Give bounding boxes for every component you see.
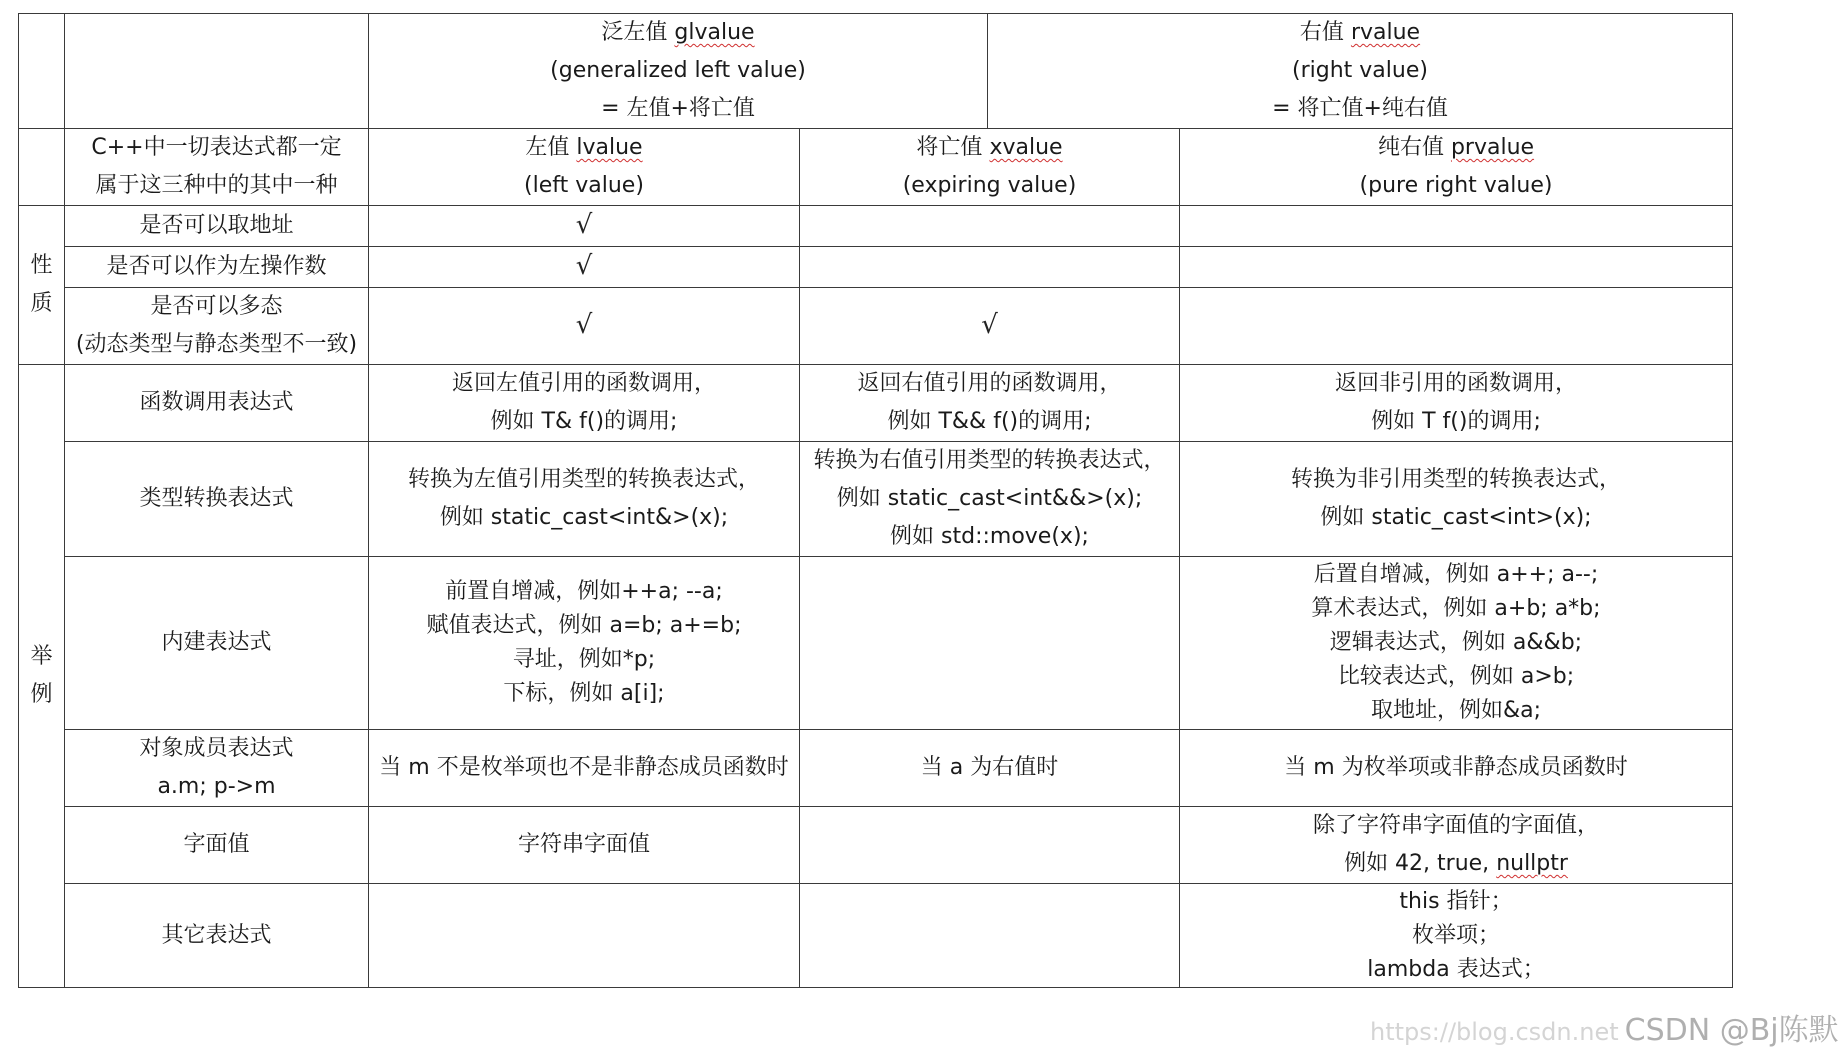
cell-line: 例如 T f()的调用; — [1371, 409, 1541, 434]
examples-group-label-1: 举 — [30, 644, 53, 669]
cell-line: 逻辑表达式，例如 a&&b; — [1329, 630, 1583, 655]
nullptr-word: nullptr — [1496, 851, 1568, 876]
xvalue-other-cell — [800, 884, 1180, 988]
properties-group-label-2: 质 — [30, 291, 53, 316]
prvalue-polymorphic-cell — [1180, 288, 1733, 365]
example-label-member-line2: a.m; p->m — [157, 774, 276, 799]
glvalue-formula: = 左值+将亡值 — [601, 96, 755, 121]
rvalue-title-en: rvalue — [1350, 20, 1421, 45]
cell-line: 下标，例如 a[i]; — [503, 681, 665, 706]
prvalue-member-cell: 当 m 为枚举项或非静态成员函数时 — [1180, 730, 1733, 807]
check-mark-icon: √ — [575, 210, 593, 240]
cell-line: 例如 42, true, — [1344, 851, 1497, 876]
example-label-literal: 字面值 — [65, 807, 369, 884]
xvalue-builtin-cell — [800, 557, 1180, 730]
this-word: this — [1399, 888, 1440, 914]
cell-line: 例如 static_cast<int>(x); — [1320, 505, 1592, 530]
prvalue-other-cell — [1180, 884, 1733, 988]
glvalue-header — [369, 14, 988, 129]
lvalue-title-cn: 左值 — [525, 135, 570, 160]
lvalue-member-cell: 当 m 不是枚举项也不是非静态成员函数时 — [369, 730, 800, 807]
lvalue-cast-cell — [369, 442, 800, 557]
category-intro-line2: 属于这三种中的其中一种 — [95, 173, 338, 198]
prvalue-builtin-cell — [1180, 557, 1733, 730]
prvalue-header — [1180, 129, 1733, 206]
glvalue-title-en: glvalue — [674, 20, 755, 45]
xvalue-left-operand-cell — [800, 247, 1180, 288]
cell-line: 例如 static_cast<int&&>(x); — [836, 486, 1143, 511]
header-corner-cell — [19, 14, 65, 129]
property-label-left-operand: 是否可以作为左操作数 — [65, 247, 369, 288]
prvalue-literal-cell — [1180, 807, 1733, 884]
cell-line: 取地址，例如&a; — [1370, 698, 1542, 723]
property-label-polymorphic — [65, 288, 369, 365]
lvalue-addressable-cell — [369, 206, 800, 247]
cell-line: 转换为非引用类型的转换表达式， — [1290, 467, 1621, 492]
cell-line: 枚举项； — [1411, 922, 1500, 948]
property-label-polymorphic-line2: (动态类型与静态类型不一致) — [75, 332, 358, 357]
property-label-polymorphic-line1: 是否可以多态 — [150, 294, 283, 319]
prvalue-left-operand-cell — [1180, 247, 1733, 288]
example-row-builtin — [19, 557, 1733, 730]
cell-line: 转换为左值引用类型的转换表达式， — [407, 467, 760, 492]
rvalue-full-name: (right value) — [1292, 58, 1428, 83]
header-blank-cell — [65, 14, 369, 129]
prvalue-title-en: prvalue — [1450, 135, 1535, 160]
cell-line: 例如 T& f()的调用; — [490, 409, 678, 434]
cell-line: 除了字符串字面值的字面值， — [1312, 813, 1599, 838]
cell-line: 后置自增减，例如 a++; a--; — [1313, 562, 1599, 587]
category-intro-line1: C++中一切表达式都一定 — [91, 135, 342, 160]
example-row-literal — [19, 807, 1733, 884]
xvalue-function-call-cell — [800, 365, 1180, 442]
xvalue-cast-cell — [800, 442, 1180, 557]
example-label-builtin: 内建表达式 — [65, 557, 369, 730]
cell-line: 例如 static_cast<int&>(x); — [439, 505, 729, 530]
property-row-polymorphic — [19, 288, 1733, 365]
example-row-member — [19, 730, 1733, 807]
example-label-cast: 类型转换表达式 — [65, 442, 369, 557]
prvalue-cast-cell — [1180, 442, 1733, 557]
check-mark-icon: √ — [575, 251, 593, 281]
xvalue-header — [800, 129, 1180, 206]
example-row-function-call — [19, 365, 1733, 442]
lvalue-literal-cell: 字符串字面值 — [369, 807, 800, 884]
category-row — [19, 129, 1733, 206]
glvalue-title-cn: 泛左值 — [601, 20, 668, 45]
lvalue-header — [369, 129, 800, 206]
xvalue-literal-cell — [800, 807, 1180, 884]
cell-line: 寻址，例如*p; — [512, 647, 656, 672]
watermark — [1370, 1005, 1839, 1049]
cell-line: 返回非引用的函数调用， — [1334, 371, 1577, 396]
example-row-other — [19, 884, 1733, 988]
glvalue-full-name: (generalized left value) — [550, 58, 806, 83]
rvalue-title-cn: 右值 — [1299, 20, 1344, 45]
prvalue-full-name: (pure right value) — [1359, 173, 1553, 198]
xvalue-full-name: (expiring value) — [902, 173, 1077, 198]
lvalue-title-en: lvalue — [576, 135, 643, 160]
cell-line: 赋值表达式，例如 a=b; a+=b; — [426, 613, 742, 638]
xvalue-member-cell: 当 a 为右值时 — [800, 730, 1180, 807]
lvalue-polymorphic-cell — [369, 288, 800, 365]
cell-line: 比较表达式，例如 a>b; — [1337, 664, 1575, 689]
rvalue-header — [988, 14, 1733, 129]
example-label-other: 其它表达式 — [65, 884, 369, 988]
cell-line: 返回右值引用的函数调用， — [857, 371, 1122, 396]
watermark-url: https://blog.csdn.net — [1370, 1018, 1619, 1046]
xvalue-addressable-cell — [800, 206, 1180, 247]
cell-line: 指针； — [1439, 888, 1513, 914]
lvalue-other-cell — [369, 884, 800, 988]
property-label-addressable: 是否可以取地址 — [65, 206, 369, 247]
properties-group-label-1: 性 — [30, 253, 53, 278]
examples-group-label-2: 例 — [30, 682, 53, 707]
example-label-member-line1: 对象成员表达式 — [139, 736, 294, 761]
lvalue-left-operand-cell — [369, 247, 800, 288]
check-mark-icon: √ — [981, 310, 998, 340]
watermark-handle: CSDN @Bj陈默 — [1624, 1013, 1839, 1048]
cell-line: lambda 表达式； — [1367, 956, 1545, 982]
cell-line: 前置自增减，例如++a; --a; — [445, 579, 723, 604]
property-row-addressable — [19, 206, 1733, 247]
example-label-function-call: 函数调用表达式 — [65, 365, 369, 442]
xvalue-polymorphic-cell — [800, 288, 1180, 365]
lvalue-function-call-cell — [369, 365, 800, 442]
cell-line: 例如 T&& f()的调用; — [887, 409, 1092, 434]
prvalue-title-cn: 纯右值 — [1377, 135, 1444, 160]
category-corner-cell — [19, 129, 65, 206]
lvalue-builtin-cell — [369, 557, 800, 730]
property-row-left-operand — [19, 247, 1733, 288]
prvalue-function-call-cell — [1180, 365, 1733, 442]
cell-line: 转换为右值引用类型的转换表达式， — [813, 448, 1166, 473]
check-mark-icon: √ — [575, 310, 593, 340]
lvalue-full-name: (left value) — [524, 173, 644, 198]
xvalue-title-cn: 将亡值 — [916, 135, 983, 160]
header-row — [19, 14, 1733, 129]
category-intro — [65, 129, 369, 206]
example-row-cast — [19, 442, 1733, 557]
example-label-member — [65, 730, 369, 807]
cell-line: 返回左值引用的函数调用， — [451, 371, 716, 396]
properties-group-label — [19, 206, 65, 365]
value-category-table — [18, 13, 1733, 988]
xvalue-title-en: xvalue — [989, 135, 1063, 160]
cell-line: 例如 std::move(x); — [890, 524, 1089, 549]
prvalue-addressable-cell — [1180, 206, 1733, 247]
examples-group-label — [19, 365, 65, 988]
cell-line: 算术表达式，例如 a+b; a*b; — [1311, 596, 1601, 621]
rvalue-formula: = 将亡值+纯右值 — [1272, 96, 1448, 121]
